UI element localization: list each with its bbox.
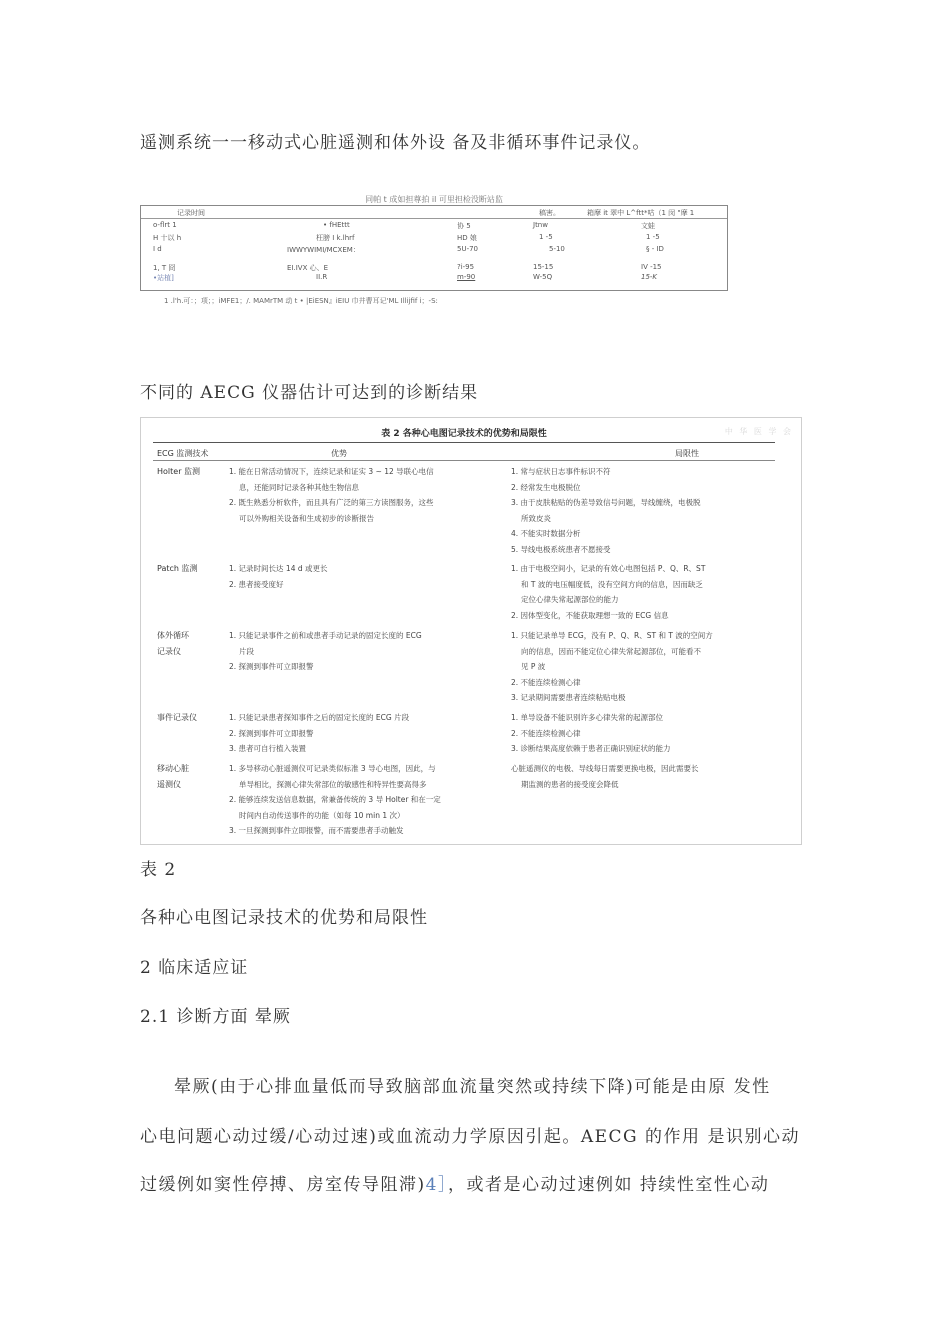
table-2-adv: 2. 探测到事件可立即报警	[229, 662, 314, 671]
table-2-adv: 2. 患者接受度好	[229, 579, 284, 589]
table-1-cell: EI.IVX 心、E	[287, 264, 329, 272]
table-1-cell: • fHEttt	[323, 221, 350, 229]
table-2-col-header: ECG 监测技术	[157, 449, 209, 458]
table-1-cell: 枉膀 I k.lhrf	[316, 234, 355, 242]
table-2-adv: 3. 患者可自行植入装置	[229, 744, 307, 753]
table-2-lim: 向的信息，因而不能定位心律失常起源部位，可能看不	[521, 646, 701, 656]
table-2-lim: 2. 经常发生电极脱位	[511, 482, 581, 492]
table-1-title: 不同的 AECG 仪器估计可达到的诊断结果	[140, 383, 479, 403]
table-2-lim: 1. 由于电极空间小，记录的有效心电图包括 P、Q、R、ST	[511, 564, 706, 573]
table-2-col-header: 局限性	[675, 449, 699, 458]
table-2-lim: 和 T 波的电压幅度低，没有空间方向的信息，因而缺乏	[521, 579, 703, 589]
body-text: 过缓例如窦性停搏、房室传导阻滞)	[140, 1175, 426, 1195]
table-2-tech: 事件记录仪	[157, 713, 197, 722]
table-1-cell: W-5Q	[533, 273, 553, 281]
table-2-lim: 2. 不能连续检测心律	[511, 728, 581, 738]
table-1-cell: o-flrt 1	[153, 221, 177, 229]
table-2-tech: Holter 监测	[157, 467, 201, 476]
table-2-lim: 4. 不能实时数据分析	[511, 529, 581, 538]
table-2-adv: 单导相比，探测心律失常部位的敏感性和特异性要高得多	[239, 779, 427, 789]
table-2-title: 表 2 各种心电图记录技术的优势和局限性	[381, 429, 547, 439]
table-2-lim: 1. 单导设备不能识别许多心律失常的起源部位	[511, 713, 664, 722]
table-1-header-rule	[141, 218, 727, 219]
table-1-cell: H 十以 h	[153, 234, 182, 242]
table-2-lim: 定位心律失常起源部位的能力	[521, 595, 619, 604]
table-2-adv: 息，还能同时记录各种其他生物信息	[239, 482, 359, 492]
table-2-lim: 2. 因体型变化，不能获取理想一致的 ECG 信息	[511, 610, 669, 620]
table-1-cell: 15-15	[533, 263, 554, 271]
table-1-cell: IV -15	[641, 263, 662, 271]
table-1-header-cell: 记录时间	[177, 209, 205, 217]
table-2-lim: 3. 记录期间需要患者连续粘贴电极	[511, 693, 626, 702]
table-1-cell: II.R	[316, 273, 328, 281]
body-text: ，或者是心动过速例如 持续性室性心动	[447, 1175, 770, 1195]
table-1-frame	[140, 205, 728, 291]
table-2-adv: 3. 一旦探测到事件立即报警，而不需要患者手动触发	[229, 826, 404, 835]
table-1-cell: 1 -5	[539, 233, 553, 241]
table-1-cell: 协 5	[457, 222, 471, 230]
table-2	[140, 417, 802, 845]
table-2-adv: 1. 记录时间长达 14 d 或更长	[229, 564, 328, 573]
table-2-adv: 1. 只能记录事件之前和或患者手动记录的固定长度的 ECG	[229, 631, 422, 640]
publisher-watermark: 中 华 医 学 会	[724, 427, 793, 436]
table-1-cell: 1 -5	[646, 233, 660, 241]
table-1-caption: 同帕 t 成如担尊拍 il 可里担检没断站监	[365, 195, 503, 204]
table-2-adv: 1. 只能记录患者探知事件之后的固定长度的 ECG 片段	[229, 713, 410, 722]
table-2-lim: 5. 导线电极系统患者不愿接受	[511, 544, 611, 554]
body-paragraph-line	[140, 1170, 769, 1195]
table-2-lim: 1. 只能记录单导 ECG，没有 P、Q、R、ST 和 T 波的空间方	[511, 631, 713, 640]
table-2-tech: 移动心脏 遥测仪	[157, 764, 189, 789]
table-2-caption: 各种心电图记录技术的优势和局限性	[140, 908, 428, 928]
table-1-cell: m-90	[457, 273, 476, 281]
table-1-cell: 5-10	[549, 245, 565, 253]
table-1-cell: 1, T 冏	[153, 264, 176, 272]
table-1-cell: ?i-95	[457, 263, 475, 271]
table-1-cell: 5U-70	[457, 245, 479, 253]
table-2-label: 表 2	[140, 860, 177, 880]
table-2-lim: 2. 不能连续检测心律	[511, 677, 581, 687]
table-2-lim: 1. 常与症状日志事件标识不符	[511, 467, 611, 476]
table-2-adv: 片段	[239, 646, 254, 656]
intro-line: 遥测系统一一移动式心脏遥测和体外设 备及非循环事件记录仪。	[140, 133, 651, 153]
table-1-header-cell: 箱摩 it 翠中 L^ftt*咕（1 闵 "摩 1	[587, 209, 695, 217]
table-1-cell: § - ID	[646, 245, 664, 253]
table-1-cell: Jtnw	[533, 221, 548, 229]
table-1	[140, 194, 728, 305]
table-2-lim: 3. 诊断结果高度依赖于患者正确识别症状的能力	[511, 744, 671, 753]
table-1-cell: 15-K	[641, 273, 658, 281]
subsection-heading: 2.1 诊断方面 晕厥	[140, 1007, 291, 1027]
table-2-lim: 所致皮炎	[521, 513, 551, 523]
table-2-adv: 时间内自动传送事件的功能（如每 10 min 1 次）	[239, 810, 405, 820]
table-2-lim: 心脏遥测仪的电极、导线每日需要更换电极，因此需要长	[511, 764, 699, 773]
table-2-adv: 可以外购相关设备和生成初步的诊断报告	[239, 513, 374, 523]
table-2-lim: 3. 由于皮肤粘贴的伪差导致信号问题，导线缠绕，电极脱	[511, 498, 701, 507]
table-2-lim: 期监测的患者的接受度会降低	[521, 779, 619, 789]
table-2-lim: 见 P 波	[521, 662, 546, 671]
table-2-top-rule	[153, 442, 775, 443]
body-paragraph-line: 晕厥(由于心排血量低而导致脑部血流量突然或持续下降)可能是由原 发性	[174, 1077, 771, 1097]
citation-link[interactable]: 4］	[425, 1175, 448, 1195]
table-2-adv: 2. 能够连续发送信息数据，常兼备传统的 3 导 Holter 和在一定	[229, 795, 441, 804]
table-2-col-header: 优势	[331, 449, 347, 458]
table-2-adv: 1. 多导移动心脏遥测仪可记录类似标准 3 导心电图，因此，与	[229, 764, 436, 773]
table-2-tech: Patch 监测	[157, 564, 198, 573]
table-2-adv: 2. 探测到事件可立即报警	[229, 728, 314, 738]
section-heading: 2 临床适应证	[140, 958, 249, 978]
table-1-cell: •站植]	[153, 274, 174, 282]
table-2-tech: 体外循环 记录仪	[157, 631, 189, 656]
table-2-header-rule	[153, 460, 775, 461]
table-1-cell: IWWYWIMI/MCXEM：	[287, 246, 360, 254]
table-2-adv: 2. 既生熟悉分析软件，而且具有广泛的第三方读图服务，这些	[229, 498, 434, 507]
table-2-adv: 1. 能在日常活动情况下，连续记录和证实 3 ~ 12 导联心电信	[229, 467, 434, 476]
table-1-cell: 文蛙	[641, 222, 655, 230]
table-1-cell: HD 娘	[457, 234, 477, 242]
table-1-header-cell: 稿害。	[539, 209, 560, 217]
table-1-cell: I d	[153, 245, 162, 253]
body-paragraph-line: 心电问题心动过缓/心动过速)或血流动力学原因引起。AECG 的作用 是识别心动	[140, 1127, 800, 1147]
table-1-note: 1 .l'h.可：；项；；iMFE1；/. MAMrTM 动 t • |EiESN』iEIU 巾井曹耳记'ML Illijfif i；-S:	[164, 297, 438, 305]
